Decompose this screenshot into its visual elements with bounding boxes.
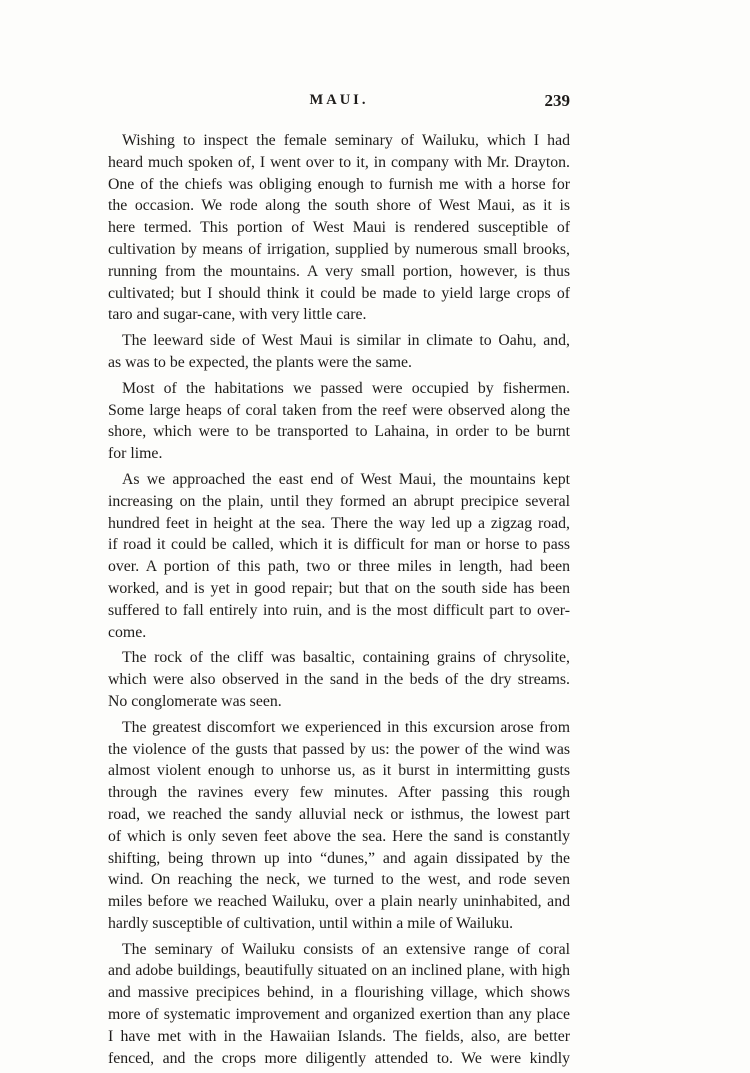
text-line: through the ravines every few minutes. After passing this rough <box>108 784 570 802</box>
text-line: I have met with in the Hawaiian Islands. The fields, also, are better <box>108 1027 570 1045</box>
text-line: as was to be expected, the plants were the same. <box>108 353 412 371</box>
text-line: which were also observed in the sand in the beds of the dry streams. <box>108 671 570 689</box>
text-line: Wishing to inspect the female seminary of Wailuku, which I had <box>122 132 570 149</box>
body-text <box>108 130 570 1073</box>
text-line: for lime. <box>108 445 163 463</box>
text-line: The leeward side of West Maui is similar in climate to Oahu, and, <box>122 332 570 350</box>
text-line: miles before we reached Wailuku, over a plain nearly uninhabited, and <box>108 893 570 911</box>
text-line: The seminary of Wailuku consists of an extensive range of coral <box>122 940 570 958</box>
text-line: if road it could be called, which it is difficult for man or horse to pass <box>108 536 570 554</box>
chapter-running-title: MAUI. <box>309 92 369 108</box>
text-line: here termed. This portion of West Maui is rendered susceptible of <box>108 219 570 237</box>
paragraph <box>108 130 570 326</box>
text-line: and adobe buildings, beautifully situated on an inclined plane, with high <box>108 962 570 980</box>
paragraph <box>108 378 570 465</box>
text-line: The rock of the cliff was basaltic, containing grains of chrysolite, <box>122 649 570 667</box>
text-line: cultivated; but I should think it could be made to yield large crops of <box>108 284 570 302</box>
text-line: One of the chiefs was obliging enough to furnish me with a horse for <box>108 175 570 193</box>
text-line: shore, which were to be transported to Lahaina, in order to be burnt <box>108 423 570 441</box>
text-line: cultivation by means of irrigation, supplied by numerous small brooks, <box>108 240 570 258</box>
paragraph <box>108 647 570 712</box>
text-line: road, we reached the sandy alluvial neck or isthmus, the lowest part <box>108 805 570 823</box>
text-line: As we approached the east end of West Maui, the mountains kept <box>122 470 570 488</box>
text-line: suffered to fall entirely into ruin, and is the most difficult part to over- <box>108 601 570 619</box>
text-line: come. <box>108 623 147 641</box>
text-line: Most of the habitations we passed were occupied by fishermen. <box>122 379 570 397</box>
page-number: 239 <box>544 91 570 110</box>
text-line: and massive precipices behind, in a flourishing village, which shows <box>108 984 570 1002</box>
text-line: hardly susceptible of cultivation, until within a mile of Wailuku. <box>108 914 514 932</box>
paragraph <box>108 939 570 1070</box>
text-line: of which is only seven feet above the sea. Here the sand is constantly <box>108 827 570 845</box>
text-line: increasing on the plain, until they formed an abrupt precipice several <box>108 492 570 510</box>
text-line: running from the mountains. A very small portion, however, is thus <box>108 262 570 280</box>
paragraph <box>108 469 570 643</box>
text-line: taro and sugar-cane, with very little care. <box>108 306 367 324</box>
text-line: The greatest discomfort we experienced in this excursion arose from <box>122 718 570 736</box>
text-line: almost violent enough to unhorse us, as it burst in intermitting gusts <box>108 762 570 780</box>
text-line: hundred feet in height at the sea. There the way led up a zigzag road, <box>108 514 570 532</box>
text-line: fenced, and the crops more diligently attended to. We were kindly <box>108 1049 570 1067</box>
text-line: over. A portion of this path, two or three miles in length, had been <box>108 558 570 576</box>
text-line: shifting, being thrown up into “dunes,” and again dissipated by the <box>108 849 570 867</box>
paragraph <box>108 717 570 935</box>
text-line: Some large heaps of coral taken from the reef were observed along the <box>108 401 570 419</box>
text-line: heard much spoken of, I went over to it, in company with Mr. Drayton. <box>108 153 570 171</box>
text-line: No conglomerate was seen. <box>108 692 282 710</box>
text-line: the occasion. We rode along the south shore of West Maui, as it is <box>108 197 570 215</box>
paragraph <box>108 330 570 374</box>
text-line: worked, and is yet in good repair; but that on the south side has been <box>108 579 570 597</box>
text-line: wind. On reaching the neck, we turned to the west, and rode seven <box>108 871 570 889</box>
text-line: more of systematic improvement and organized exertion than any place <box>108 1006 570 1024</box>
text-line: the violence of the gusts that passed by us: the power of the wind was <box>108 740 570 758</box>
running-head <box>108 92 570 116</box>
